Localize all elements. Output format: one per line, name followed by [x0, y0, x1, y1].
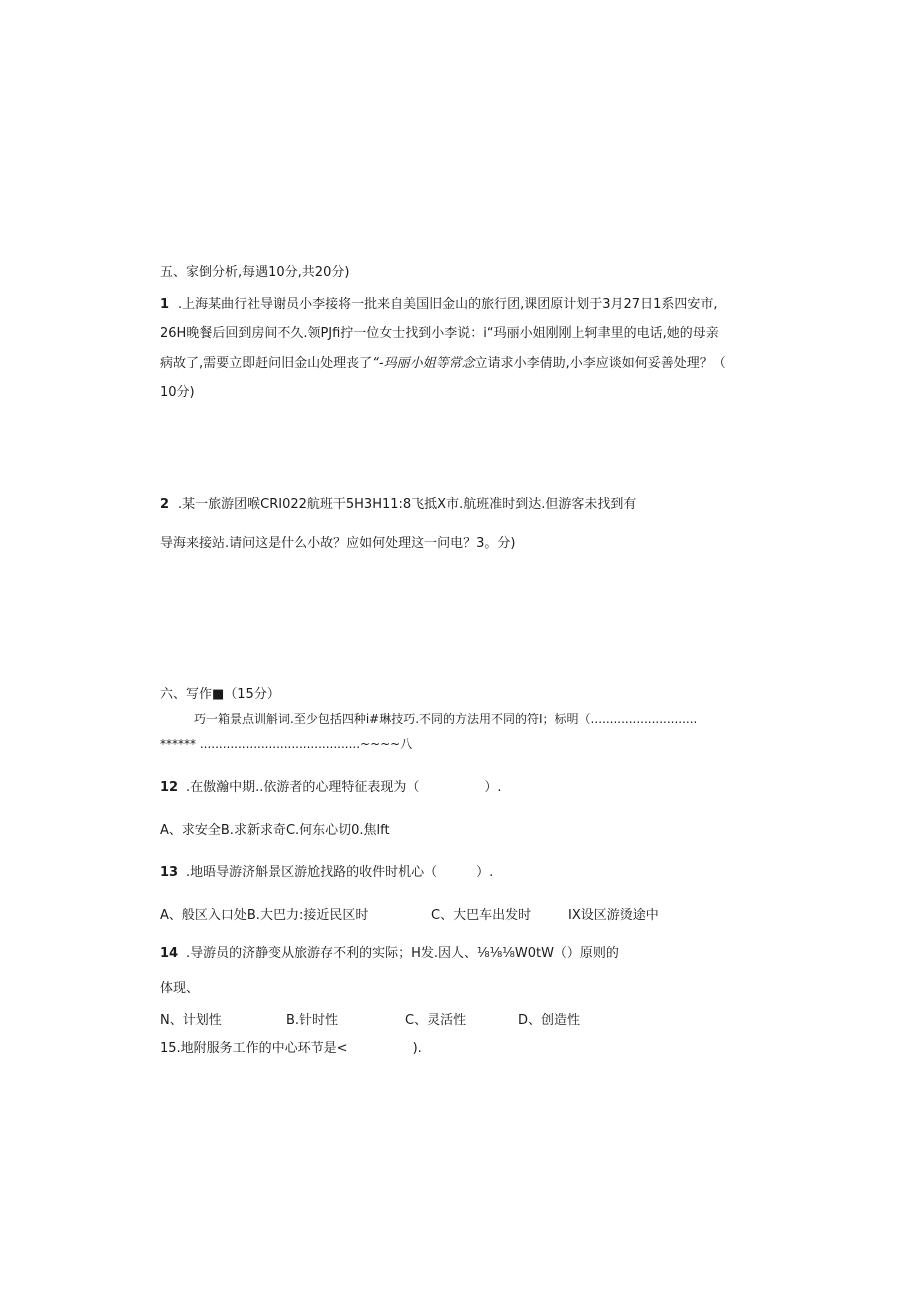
q2-number: 2 [160, 497, 170, 512]
q1-line-3-start: 病故了,需要立即赶问旧金山处理丧了 [160, 356, 373, 371]
q1-line-1: .上海某曲行社导谢员小李接将一批来自美国旧金山的旅行团,课团原计划于3月27日1系四安市, [178, 297, 718, 312]
q12-options: A、求安全B.求新求奇C.何东心切0.焦lft [160, 823, 390, 838]
q13-number: 13 [160, 865, 179, 880]
q14-option-c: C、灵活性 [405, 1013, 467, 1028]
q14-option-a: N、计划性 [160, 1013, 222, 1028]
q14-number: 14 [160, 946, 179, 961]
q14-continuation: 体现、 [160, 981, 200, 996]
q1-line-3 [160, 355, 726, 373]
q14-option-d: D、创造性 [518, 1013, 581, 1028]
q1-line-3-italic: “-玛丽小姐等常念 [372, 356, 475, 371]
q13-option-a-b: A、般区入口处B.大巴力:接近民区时 [160, 908, 369, 923]
q2-line-1: .某一旅游团喉CRI022航班干5H3H11:8飞抵X市.航班准时到达.但游客未找到有 [178, 497, 637, 512]
q12-number: 12 [160, 780, 179, 795]
q1-line-4: 10分) [160, 385, 195, 400]
q12-text: .在傲瀚中期..依游者的心理特征表现为（ ）. [186, 780, 502, 795]
q15-text: 15.地附服务工作的中心环节是< ). [160, 1041, 422, 1056]
section-6-heading: 六、写作■（15分） [160, 687, 280, 702]
q13-text: .地晤导游济斛景区游尬找路的收件时机心（ ）. [186, 865, 494, 880]
q1-line-2: 26H晚餐后回到房间不久.领PJfi拧一位女士找到小李说：i“玛丽小姐刚刚上轲聿里的电话,她的母亲 [160, 326, 719, 341]
q13-option-c: C、大巴车出发时 [431, 908, 532, 923]
q2-line-2: 导海来接站.请问这是什么小故？应如何处理这一问电？3。分) [160, 536, 516, 551]
section-5-heading: 五、家倒分析,每遇10分,共20分) [160, 265, 350, 280]
writing-prompt-line-2: ****** ..........................................~~~~八 [160, 737, 413, 751]
q14-option-b: B.针时性 [286, 1013, 339, 1028]
q1-number: 1 [160, 297, 170, 312]
q1-line-3-end: 立请求小李倩助,小李应谈如何妥善处理？（ [474, 356, 726, 371]
q13-option-d: IX设区游烫途中 [568, 908, 659, 923]
q14-text: .导游员的济静变从旅游存不利的实际；H发.因人、⅛⅛⅛W0tW（）原则的 [186, 946, 619, 961]
writing-prompt-line-1: 巧一箱景点训斛词.至少包括四种i#琳技巧.不同的方法用不同的符I；标明（............................ [194, 712, 698, 726]
